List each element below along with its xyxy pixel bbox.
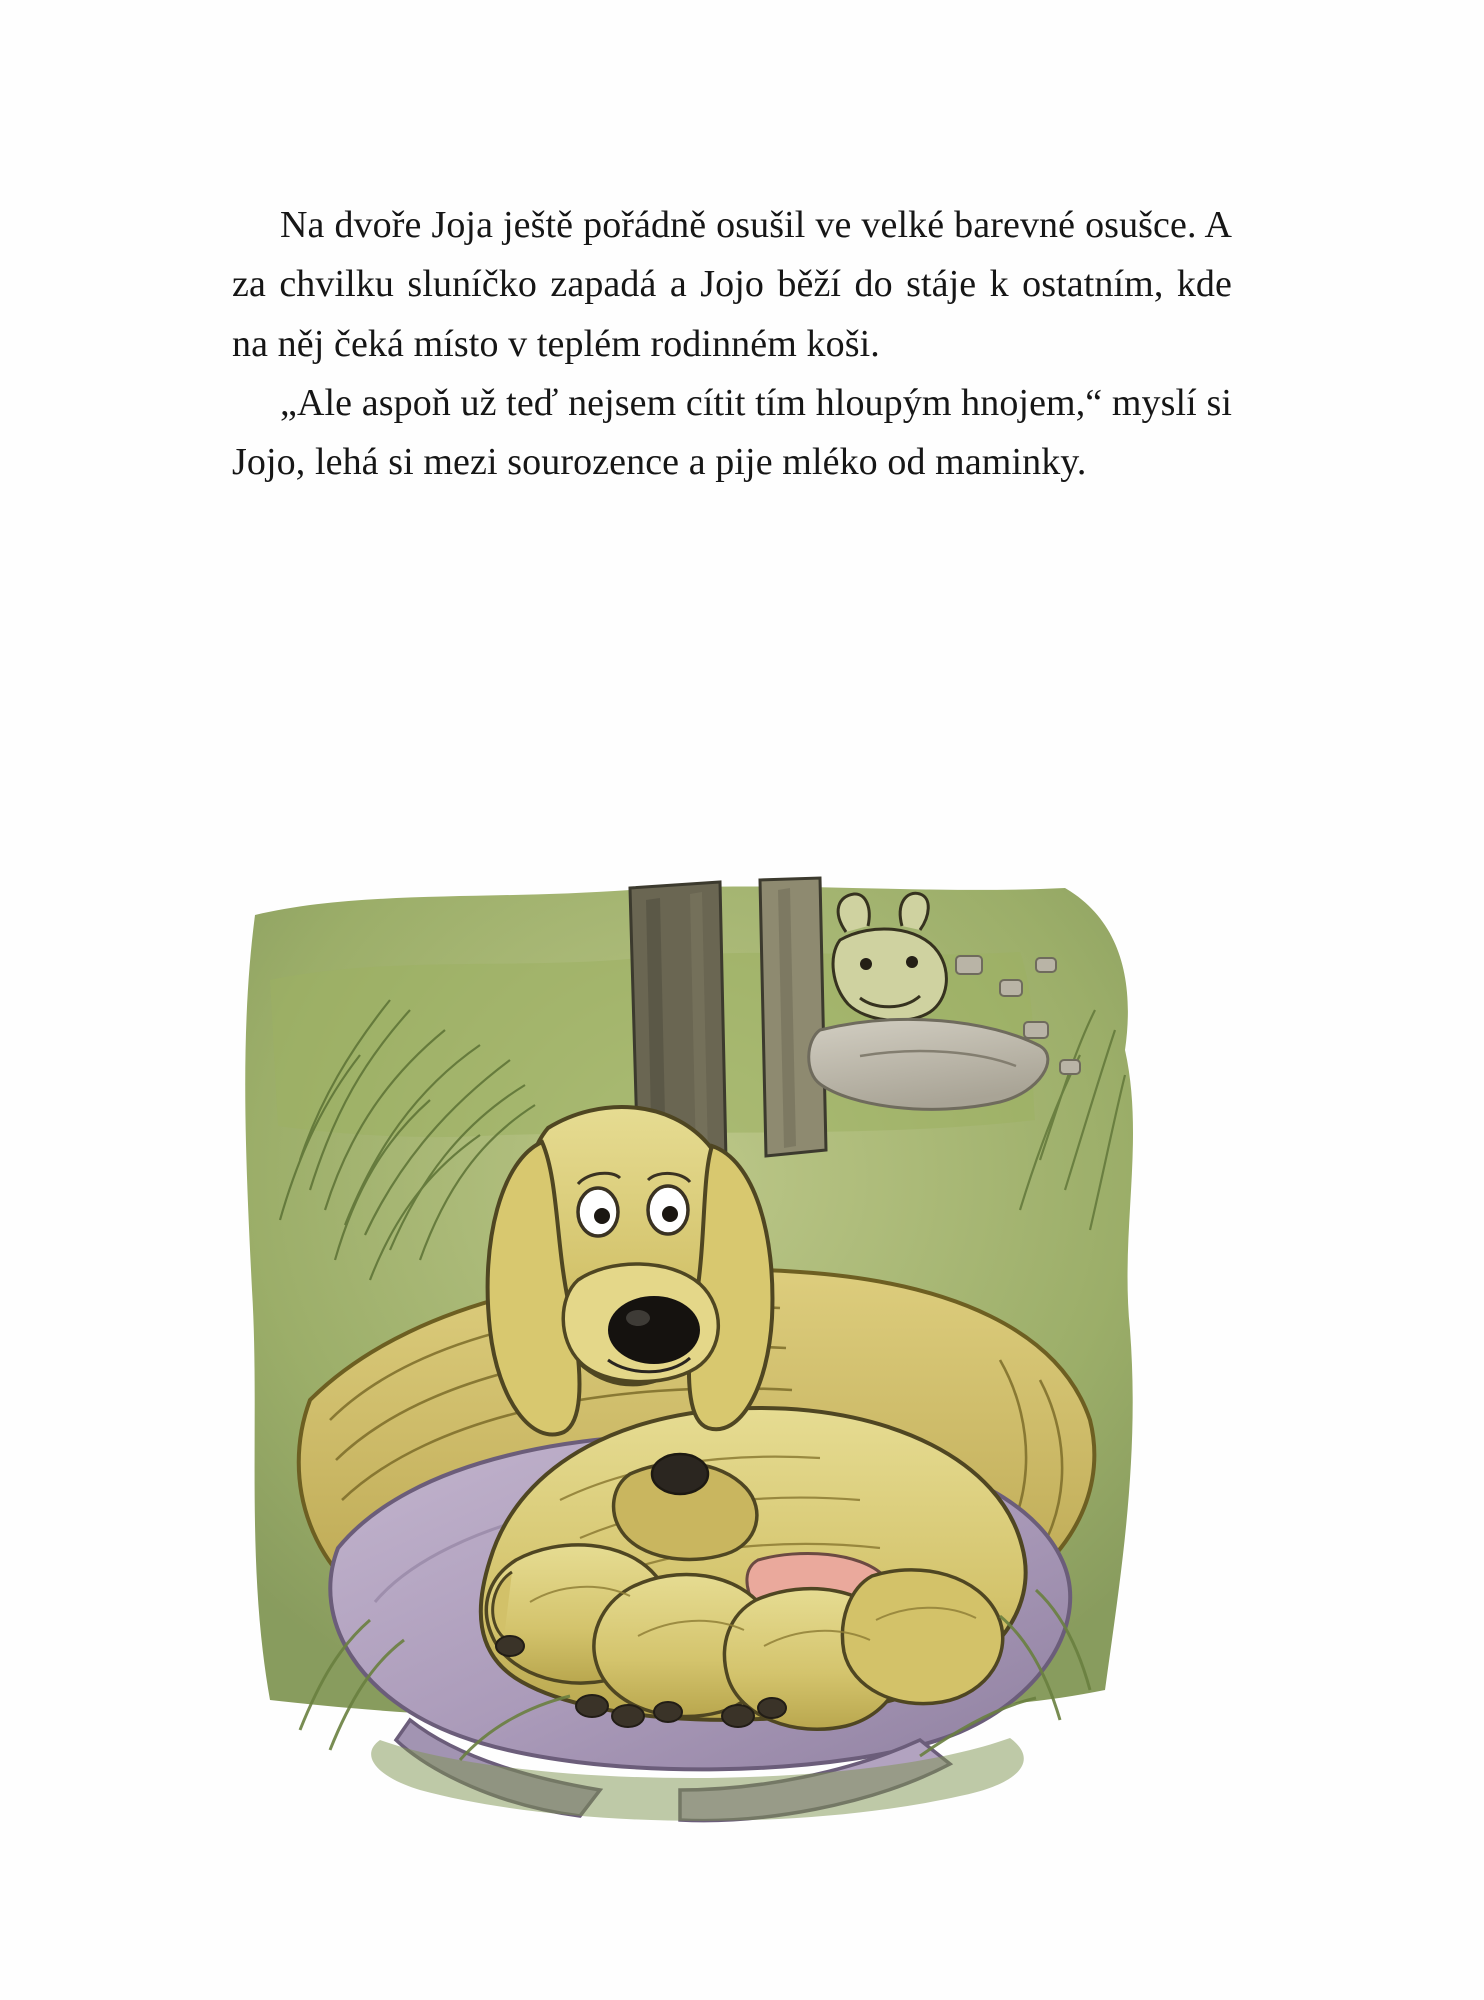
dog-nose [608,1296,700,1364]
paragraph-2: „Ale aspoň už teď nejsem cítit tím hloupým hnojem,“ myslí si Jojo, lehá si mezi sourozence a pije mléko od maminky. [232,381,1232,484]
fence-post-right [760,878,826,1156]
page-text [232,196,1232,492]
dog-family-in-basket-illustration [160,860,1225,1870]
illustration-container [160,860,1225,1870]
stone-slab [809,1019,1048,1109]
paragraph-1: Na dvoře Joja ještě pořádně osušil ve velké barevné osušce. A za chvilku sluníčko zapadá a Jojo běží do stáje k ostatním, kde na něj čeká místo v teplém rodinném koši. [232,204,1232,365]
